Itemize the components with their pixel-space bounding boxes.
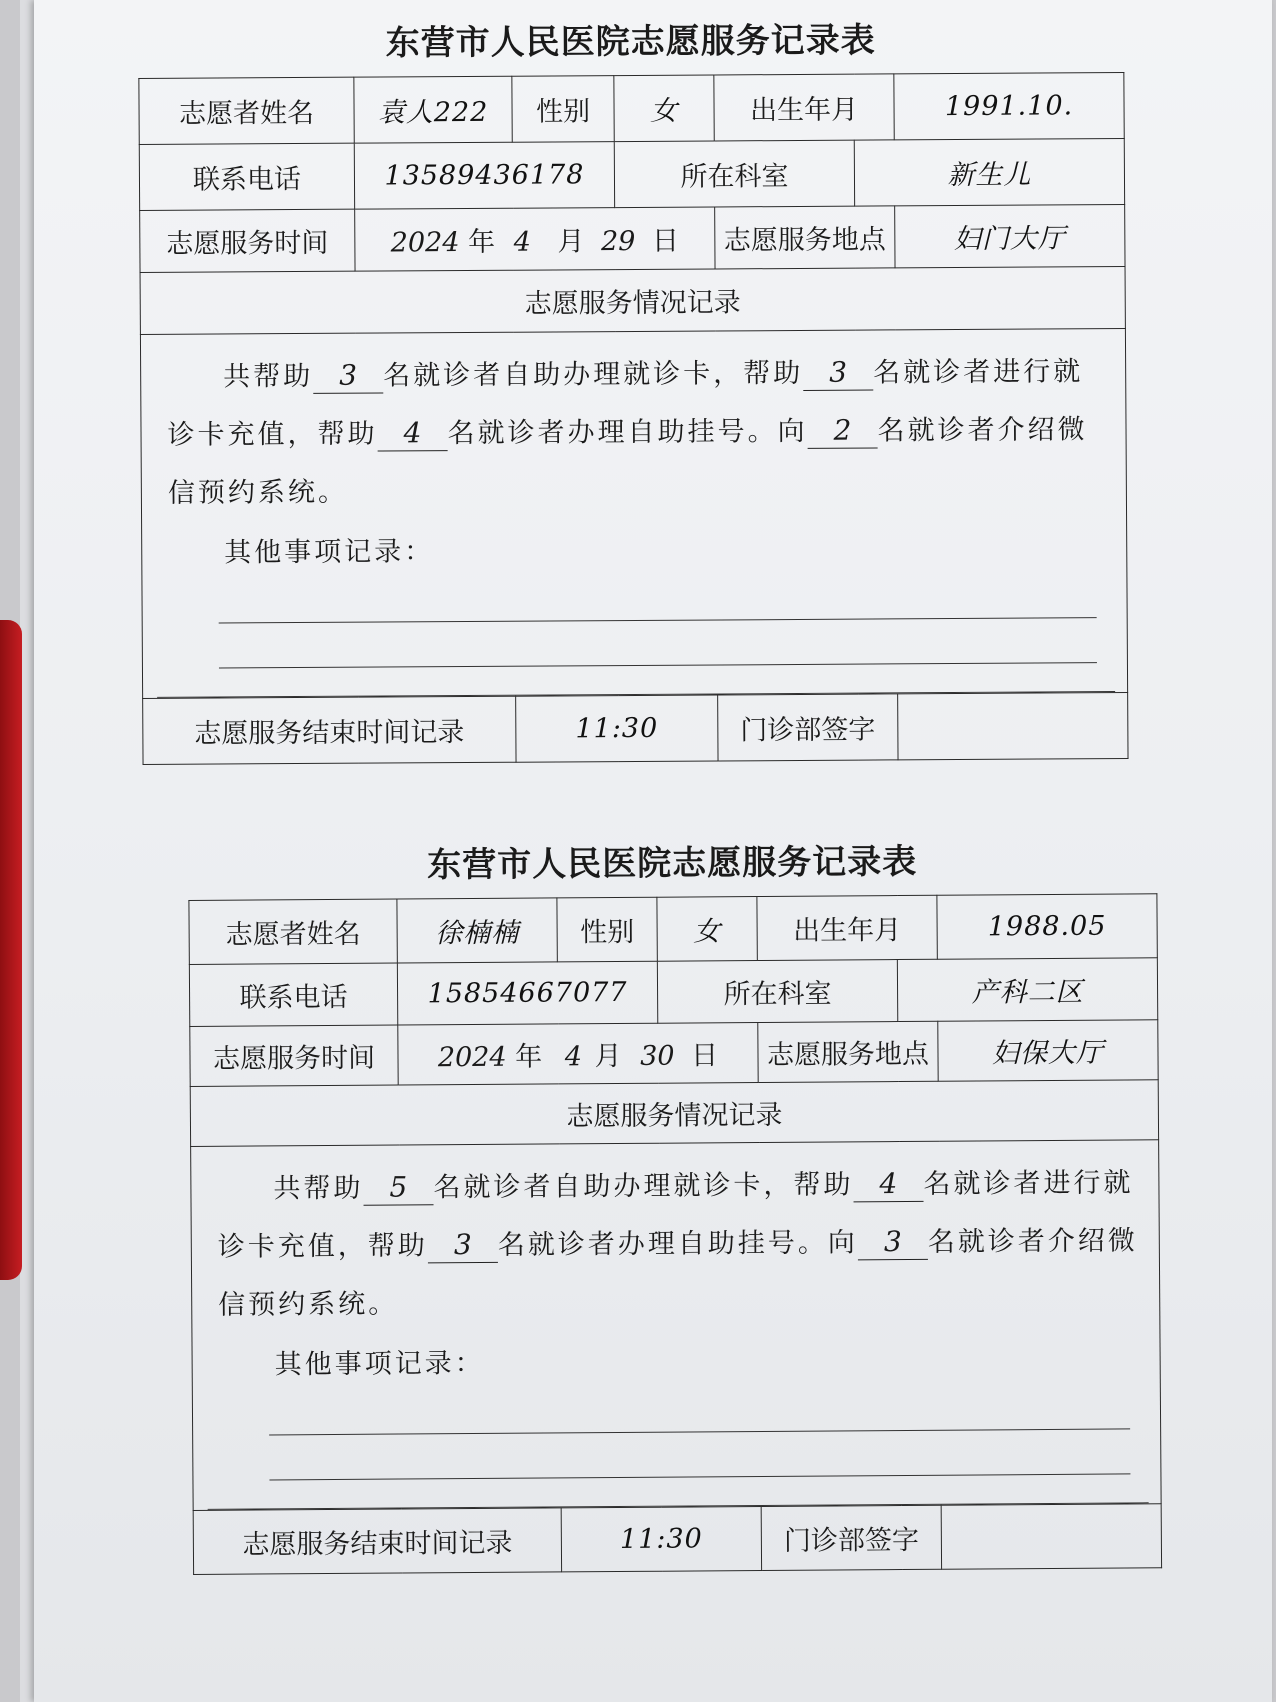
- value-day: 30: [640, 1040, 675, 1072]
- label-year: 年: [467, 226, 496, 258]
- record-text: 名就诊者自助办理就诊卡，帮助: [433, 1169, 854, 1204]
- form-title: 东营市人民医院志愿服务记录表: [427, 841, 918, 886]
- label-birth: 出生年月: [757, 895, 937, 960]
- label-end-time: 志愿服务结束时间记录: [143, 696, 516, 764]
- record-text: 名就诊者办理自助挂号。向: [447, 415, 808, 450]
- label-service-time: 志愿服务时间: [190, 1025, 398, 1086]
- label-month: 月: [557, 226, 585, 258]
- count-card-register: 3: [313, 359, 383, 394]
- record-text: 名就诊者介绍微信预约系统。: [218, 1225, 1138, 1321]
- label-name: 志愿者姓名: [189, 899, 397, 964]
- count-self-registration: 3: [428, 1228, 498, 1263]
- notes-line: [269, 1384, 1130, 1435]
- count-self-registration: 4: [377, 416, 447, 451]
- record-header: 志愿服务情况记录: [190, 1080, 1158, 1147]
- label-signature: 门诊部签字: [718, 694, 898, 761]
- value-name: 袁人222: [354, 76, 512, 143]
- label-phone: 联系电话: [189, 963, 397, 1026]
- value-location: 妇保大厅: [938, 1020, 1158, 1082]
- label-day: 日: [651, 225, 680, 257]
- label-end-time: 志愿服务结束时间记录: [193, 1508, 561, 1575]
- record-paragraph: [217, 1154, 1139, 1334]
- label-year: 年: [515, 1041, 543, 1073]
- record-text: 共帮助: [223, 360, 314, 393]
- value-year: 2024: [437, 1041, 507, 1074]
- value-phone: 13589436178: [354, 142, 614, 210]
- label-phone: 联系电话: [139, 143, 354, 210]
- count-wechat-intro: 3: [858, 1225, 928, 1260]
- value-phone: 15854667077: [397, 961, 657, 1025]
- count-card-recharge: 4: [853, 1167, 923, 1202]
- value-month: 4: [513, 226, 531, 258]
- form-title: 东营市人民医院志愿服务记录表: [385, 20, 876, 64]
- red-folder-edge: [0, 620, 22, 1280]
- record-body: [140, 328, 1127, 698]
- value-location: 妇门大厅: [895, 204, 1125, 267]
- value-dept: 产科二区: [897, 958, 1157, 1022]
- label-signature: 门诊部签字: [761, 1505, 941, 1570]
- record-paragraph: [167, 343, 1106, 523]
- notes-line: [219, 618, 1097, 668]
- label-day: 日: [691, 1040, 719, 1072]
- value-name: 徐楠楠: [397, 898, 557, 963]
- label-birth: 出生年月: [714, 74, 894, 141]
- record-body: [191, 1140, 1162, 1511]
- record-header: 志愿服务情况记录: [140, 266, 1125, 334]
- record-text: 名就诊者进行就诊卡充值，帮助: [217, 1167, 1134, 1263]
- count-wechat-intro: 2: [807, 413, 877, 448]
- value-signature: [941, 1504, 1161, 1570]
- value-end-time: 11:30: [561, 1507, 761, 1572]
- value-birth: 1991.10.: [894, 72, 1124, 139]
- value-signature: [898, 692, 1128, 759]
- value-service-date: [355, 207, 715, 271]
- label-month: 月: [594, 1040, 622, 1073]
- value-month: 4: [564, 1041, 583, 1073]
- notes-line: [218, 573, 1096, 623]
- value-end-time: 11:30: [516, 695, 718, 762]
- value-year: 2024: [390, 227, 460, 259]
- label-name: 志愿者姓名: [139, 77, 354, 144]
- record-text: 共帮助: [273, 1172, 364, 1205]
- value-gender: 女: [657, 897, 757, 962]
- record-text: 名就诊者办理自助挂号。向: [497, 1227, 858, 1261]
- other-notes-label: 其他事项记录：: [224, 536, 435, 569]
- form-table: [188, 893, 1162, 1575]
- value-gender: 女: [614, 75, 714, 142]
- form-table: [138, 72, 1128, 765]
- label-dept: 所在科室: [614, 140, 854, 207]
- count-card-recharge: 3: [803, 356, 873, 391]
- label-service-time: 志愿服务时间: [140, 209, 355, 272]
- label-gender: 性别: [557, 897, 657, 962]
- record-form-2: [188, 835, 1161, 1575]
- value-dept: 新生儿: [854, 138, 1124, 206]
- value-birth: 1988.05: [937, 894, 1157, 960]
- notes-line: [269, 1429, 1130, 1480]
- label-location: 志愿服务地点: [715, 206, 895, 269]
- record-text: 名就诊者自助办理就诊卡，帮助: [383, 357, 804, 392]
- label-location: 志愿服务地点: [758, 1021, 938, 1082]
- record-text: 名就诊者进行就诊卡充值，帮助: [167, 356, 1084, 451]
- value-service-date: [398, 1023, 758, 1086]
- label-gender: 性别: [512, 76, 614, 143]
- record-form-1: [138, 14, 1128, 765]
- count-card-register: 5: [363, 1170, 433, 1205]
- value-day: 29: [600, 225, 636, 258]
- record-text: 名就诊者介绍微信预约系统。: [167, 414, 1088, 509]
- other-notes-label: 其他事项记录：: [274, 1347, 485, 1381]
- label-dept: 所在科室: [657, 960, 897, 1024]
